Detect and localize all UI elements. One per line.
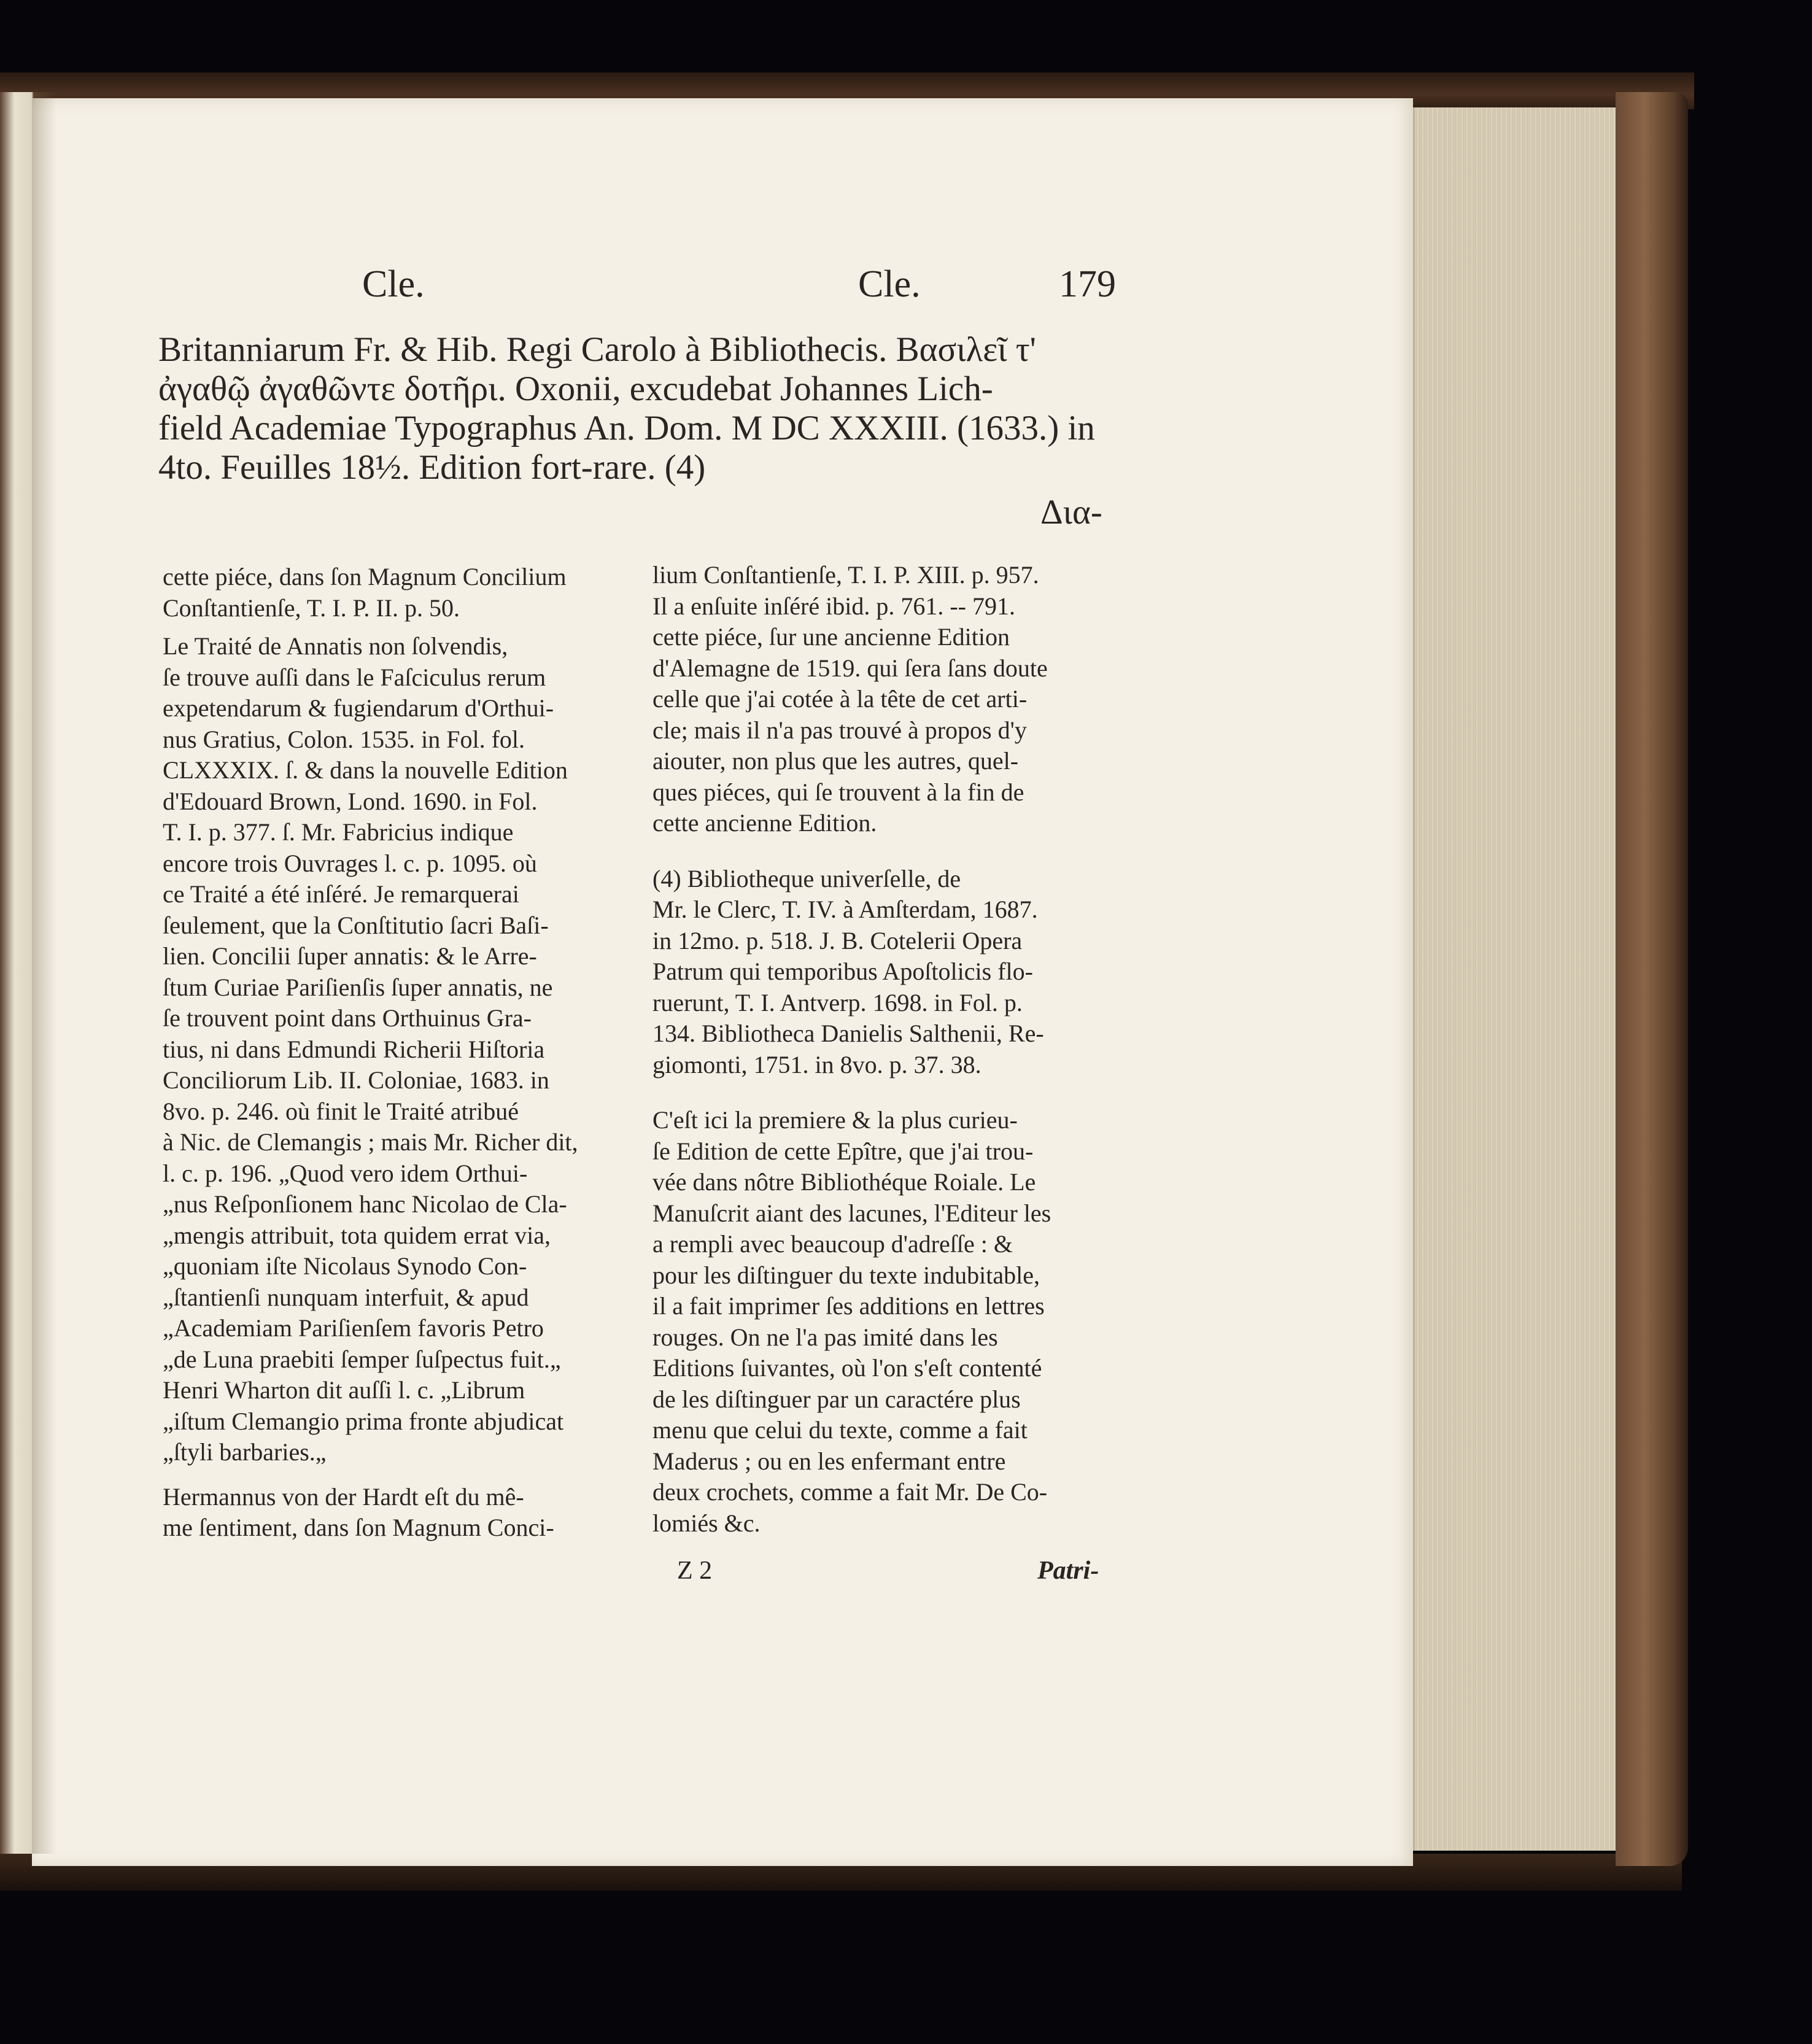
title-line-1: Britanniarum Fr. & Hib. Regi Carolo à Bibliothecis. Βασιλεῖ τ' (158, 330, 1036, 369)
text-line: „ſtyli barbaries.„ (163, 1438, 327, 1466)
text-line: nus Gratius, Colon. 1535. in Fol. fol. (163, 725, 525, 753)
running-head-center: Cle. (858, 263, 921, 305)
text-line: Conſtantienſe, T. I. P. II. p. 50. (163, 594, 460, 622)
text-line: „Academiam Pariſienſem favoris Petro (163, 1314, 544, 1342)
text-line: lium Conſtantienſe, T. I. P. XIII. p. 957. (652, 561, 1039, 589)
text-line: ques piéces, qui ſe trouvent à la fin de (652, 778, 1024, 806)
text-line: a rempli avec beaucoup d'adreſſe : & (652, 1230, 1013, 1258)
spine-shadow (32, 92, 56, 1854)
text-line: celle que j'ai cotée à la tête de cet arti- (652, 685, 1028, 713)
text-line: „iſtum Clemangio prima fronte abjudicat (163, 1407, 564, 1435)
text-line: tius, ni dans Edmundi Richerii Hiſtoria (163, 1035, 545, 1063)
text-line: lien. Concilii ſuper annatis: & le Arre- (163, 942, 537, 970)
right-column (652, 560, 1108, 1539)
text-line: „ſtantienſi nunquam interfuit, & apud (163, 1283, 529, 1311)
text-line: encore trois Ouvrages l. c. p. 1095. où (163, 849, 537, 877)
text-line: Patrum qui temporibus Apoſtolicis flo- (652, 958, 1033, 985)
text-line: (4) Bibliotheque univerſelle, de (652, 864, 961, 892)
text-line: Maderus ; ou en les enfermant entre (652, 1447, 1006, 1475)
text-line: 134. Bibliotheca Danielis Salthenii, Re- (652, 1020, 1044, 1047)
title-line-4: 4to. Feuilles 18½. Edition fort-rare. (4) (158, 448, 706, 487)
footer-catchword: Patri- (1037, 1557, 1099, 1585)
title-line-3: field Academiae Typographus An. Dom. M DC XXXIII. (1633.) in (158, 409, 1095, 447)
text-line: d'Alemagne de 1519. qui ſera ſans doute (652, 654, 1048, 682)
text-line: deux crochets, comme a fait Mr. De Co- (652, 1478, 1048, 1506)
text-line: in 12mo. p. 518. J. B. Cotelerii Opera (652, 926, 1023, 954)
page-fore-edge (1413, 107, 1617, 1851)
text-line: rouges. On ne l'a pas imité dans les (652, 1323, 998, 1351)
text-line: aiouter, non plus que les autres, quel- (652, 747, 1019, 775)
text-line: Hermannus von der Hardt eſt du mê- (163, 1482, 524, 1511)
text-line: ſeulement, que la Conſtitutio ſacri Baſi- (163, 911, 549, 939)
facing-page-edge (0, 92, 33, 1854)
text-line: 8vo. p. 246. où finit le Traité atribué (163, 1097, 519, 1125)
text-line: vée dans nôtre Bibliothéque Roiale. Le (652, 1168, 1036, 1196)
text-line: „nus Reſponſionem hanc Nicolao de Cla- (163, 1190, 567, 1218)
text-line: à Nic. de Clemangis ; mais Mr. Richer dit, (163, 1128, 578, 1156)
text-line: giomonti, 1751. in 8vo. p. 37. 38. (652, 1050, 981, 1078)
text-line: ſe trouve auſſi dans le Faſciculus rerum (163, 663, 546, 691)
text-line: d'Edouard Brown, Lond. 1690. in Fol. (163, 787, 538, 815)
text-line: de les diſtinguer par un caractére plus (652, 1385, 1021, 1413)
left-column (163, 562, 620, 1544)
text-line: Mr. le Clerc, T. IV. à Amſterdam, 1687. (652, 896, 1038, 923)
text-line: menu que celui du texte, comme a fait (652, 1416, 1028, 1444)
text-line: Manuſcrit aiant des lacunes, l'Editeur les (652, 1199, 1051, 1227)
text-line: ruerunt, T. I. Antverp. 1698. in Fol. p. (652, 988, 1023, 1016)
text-line: „de Luna praebiti ſemper ſuſpectus fuit.„ (163, 1345, 561, 1373)
text-line: Le Traité de Annatis non ſolvendis, (163, 632, 508, 660)
text-line: cette piéce, ſur une ancienne Edition (652, 623, 1010, 651)
text-line: Henri Wharton dit auſſi l. c. „Librum (163, 1376, 525, 1404)
text-line: ce Traité a été inſéré. Je remarquerai (163, 880, 519, 908)
signature-mark: Z 2 (677, 1557, 713, 1585)
title-line-2: ἀγαθῷ ἀγαθῶντε δοτῆρι. Oxonii, excudebat Johannes Lich- (158, 370, 993, 408)
title-catchword: Δια- (1040, 493, 1102, 532)
text-line: Conciliorum Lib. II. Coloniae, 1683. in (163, 1066, 549, 1094)
text-line: il a fait imprimer ſes additions en lettres (652, 1292, 1045, 1320)
page-number: 179 (1059, 263, 1116, 305)
text-line: expetendarum & fugiendarum d'Orthui- (163, 694, 554, 722)
text-line: Editions ſuivantes, où l'on s'eſt contenté (652, 1354, 1042, 1382)
text-line: „quoniam iſte Nicolaus Synodo Con- (163, 1252, 527, 1280)
text-line: „mengis attribuit, tota quidem errat via, (163, 1221, 551, 1249)
text-line: ſtum Curiae Pariſienſis ſuper annatis, ne (163, 973, 553, 1001)
text-line: cle; mais il n'a pas trouvé à propos d'y (652, 716, 1027, 744)
text-line: ſe Edition de cette Epître, que j'ai trou- (652, 1137, 1034, 1165)
text-line: cette ancienne Edition. (652, 809, 877, 837)
title-block (158, 330, 1109, 487)
text-line: pour les diſtinguer du texte indubitable, (652, 1261, 1040, 1289)
text-line: C'eſt ici la premiere & la plus curieu- (652, 1106, 1018, 1134)
text-line: cette piéce, dans ſon Magnum Concilium (163, 563, 567, 590)
running-head-left: Cle. (362, 263, 425, 305)
text-line: lomiés &c. (652, 1509, 761, 1537)
text-line: CLXXXIX. ſ. & dans la nouvelle Edition (163, 756, 568, 784)
text-line: ſe trouvent point dans Orthuinus Gra- (163, 1004, 532, 1032)
text-line: l. c. p. 196. „Quod vero idem Orthui- (163, 1159, 528, 1187)
book-cover-right (1616, 92, 1688, 1866)
text-line: Il a enſuite inſéré ibid. p. 761. -- 791. (652, 592, 1015, 620)
text-line: T. I. p. 377. ſ. Mr. Fabricius indique (163, 818, 514, 846)
text-line: me ſentiment, dans ſon Magnum Conci- (163, 1514, 554, 1541)
